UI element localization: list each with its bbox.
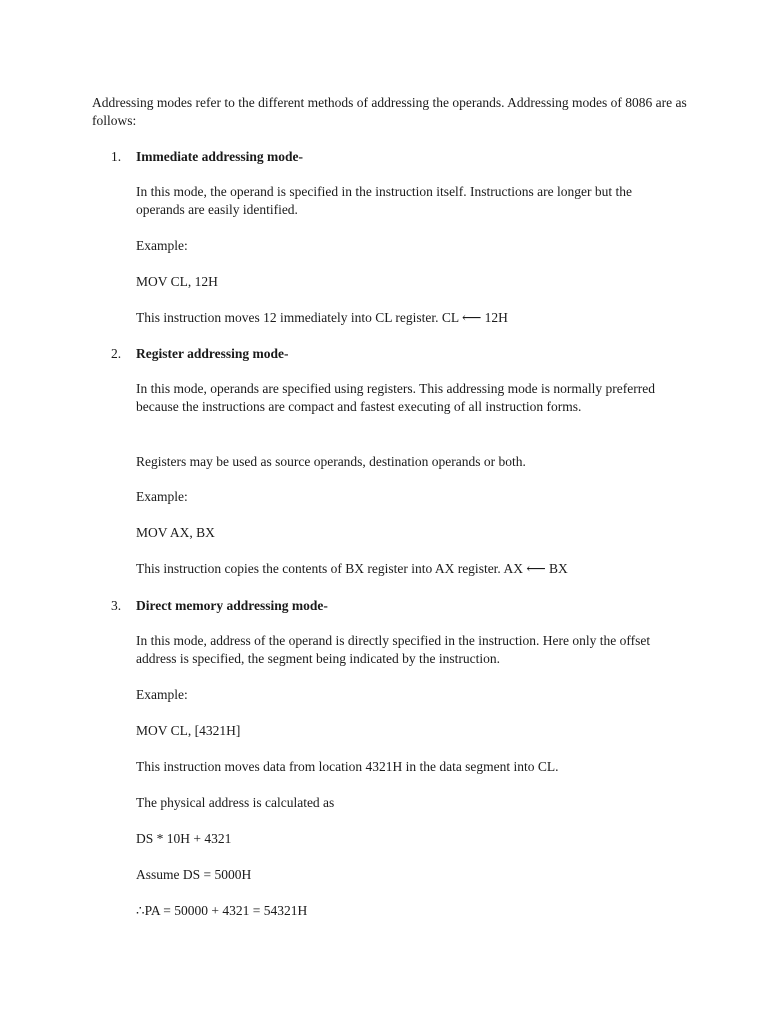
item-heading-direct-memory bbox=[111, 597, 328, 615]
paragraph: This instruction copies the contents of BX register into AX register. AX ⟵ BX bbox=[136, 561, 568, 576]
paragraph: Example: bbox=[136, 238, 188, 253]
paragraph: In this mode, operands are specified using registers. This addressing mode is normally preferred because the instructions are compact and fastest executing of all instruction forms. bbox=[136, 381, 655, 414]
item-number: 2. bbox=[111, 346, 122, 361]
item-title: Immediate addressing mode- bbox=[136, 149, 303, 164]
paragraph: The physical address is calculated as bbox=[136, 795, 335, 810]
paragraph: In this mode, address of the operand is directly specified in the instruction. Here only the offset address is specified, the segment being indicated by the instruction. bbox=[136, 633, 651, 666]
code-line: MOV CL, 12H bbox=[136, 274, 218, 289]
formula-line: Assume DS = 5000H bbox=[136, 867, 252, 882]
paragraph: This instruction moves 12 immediately into CL register. CL ⟵ 12H bbox=[136, 310, 508, 325]
item-number: 1. bbox=[111, 149, 122, 164]
formula-line: DS * 10H + 4321 bbox=[136, 831, 232, 846]
formula-line: ∴PA = 50000 + 4321 = 54321H bbox=[136, 903, 308, 918]
item-number: 3. bbox=[111, 598, 122, 613]
paragraph: Example: bbox=[136, 489, 188, 504]
code-line: MOV CL, [4321H] bbox=[136, 723, 241, 738]
paragraph: Example: bbox=[136, 687, 188, 702]
paragraph: This instruction moves data from location 4321H in the data segment into CL. bbox=[136, 759, 559, 774]
item-title: Register addressing mode- bbox=[136, 346, 289, 361]
item-heading-register bbox=[111, 345, 289, 363]
item-heading-immediate bbox=[111, 148, 303, 166]
paragraph: In this mode, the operand is specified in the instruction itself. Instructions are longer but the operands are easily identified. bbox=[136, 184, 633, 217]
paragraph: Registers may be used as source operands, destination operands or both. bbox=[136, 454, 526, 469]
code-line: MOV AX, BX bbox=[136, 525, 215, 540]
item-title: Direct memory addressing mode- bbox=[136, 598, 328, 613]
intro-paragraph: Addressing modes refer to the different methods of addressing the operands. Addressing modes of 8086 are as follows: bbox=[92, 95, 687, 128]
